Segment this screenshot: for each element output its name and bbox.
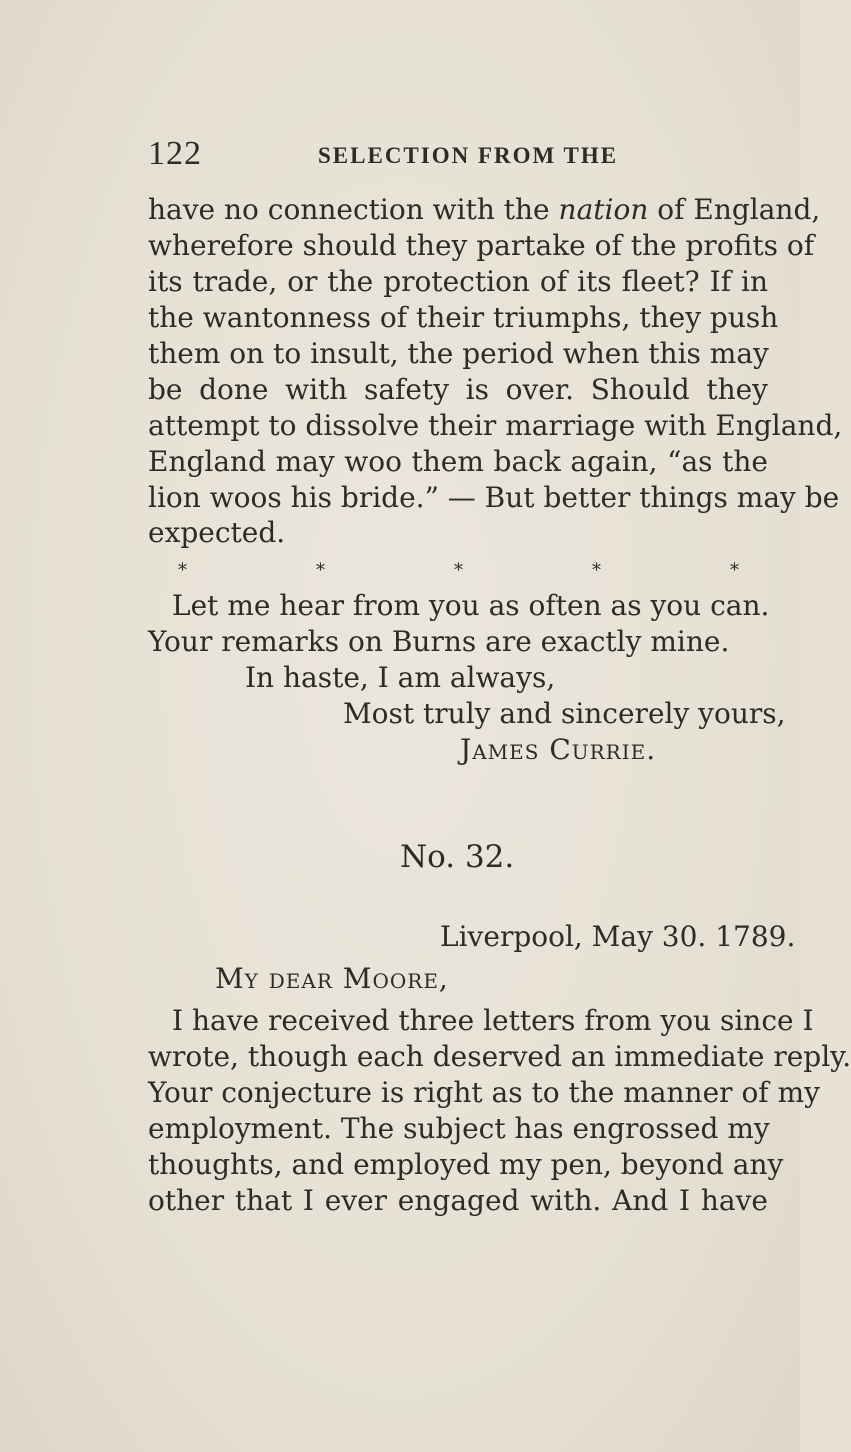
text-line: thoughts, and employed my pen, beyond any [148,1148,784,1181]
text-line: lion woos his bride.” — But better things may be [148,481,840,514]
text-line: Your conjecture is right as to the manner of my [148,1076,820,1109]
dateline: Liverpool, May 30. 1789. [440,920,796,953]
closing-line: In haste, I am always, [245,661,556,694]
text-line: I have received three letters from you since I [172,1004,814,1037]
text-line: wherefore should they partake of the profits of [148,229,815,262]
page-number: 122 [148,135,202,172]
separator-star: * [178,560,187,581]
signature: James Currie. [460,733,657,766]
section-separator [148,560,768,590]
page-header [148,135,768,179]
text-line [148,193,821,227]
closing-line: Your remarks on Burns are exactly mine. [148,625,730,658]
text-line: be done with safety is over. Should they [148,373,768,406]
separator-star: * [730,560,739,581]
text-line: employment. The subject has engrossed my [148,1112,770,1145]
salutation: My dear Moore, [215,962,449,995]
text-line: wrote, though each deserved an immediate reply. [148,1040,851,1073]
text-line: other that I ever engaged with. And I have [148,1184,768,1217]
text-line: them on to insult, the period when this may [148,337,769,370]
text-line: attempt to dissolve their marriage with England, [148,409,843,442]
closing-line: Most truly and sincerely yours, [343,697,786,730]
separator-star: * [316,560,325,581]
separator-star: * [592,560,601,581]
letter-number: No. 32. [400,839,515,875]
closing-line: Let me hear from you as often as you can. [172,589,770,622]
separator-star: * [454,560,463,581]
running-title: SELECTION FROM THE [318,143,619,168]
text-line: expected. [148,516,286,549]
text-line: its trade, or the protection of its fleet? If in [148,265,768,298]
text-line: the wantonness of their triumphs, they push [148,301,779,334]
italic-word: nation [558,193,649,226]
text-line: England may woo them back again, “as the [148,445,768,478]
text-segment: have no connection with the [148,193,559,226]
text-segment: of England, [648,193,821,226]
